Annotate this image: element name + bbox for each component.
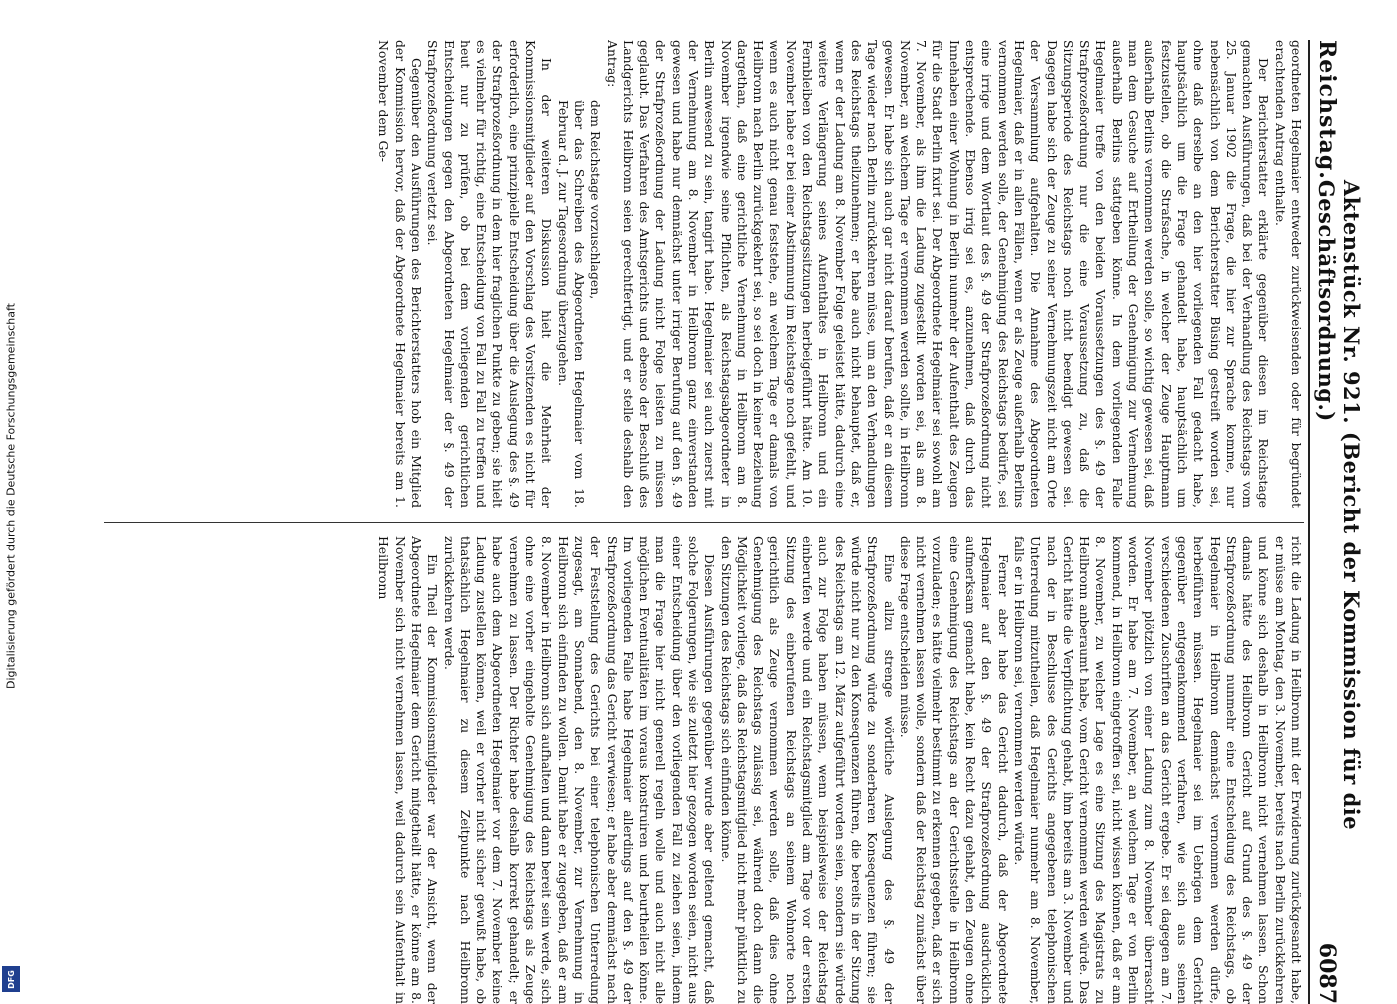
scanned-page	[92, 40, 1364, 1004]
motion-text: dem Reichstage vorzuschlagen,	[588, 100, 604, 300]
dfg-logo	[2, 966, 20, 992]
digitization-credit	[0, 0, 22, 1000]
page-content	[92, 40, 1364, 1004]
header-title: Aktenstück Nr. 921. (Bericht der Kommission für die Geschäftsordnung.)	[1314, 179, 1364, 831]
paragraph: Ein Theil der Kommissionsmitglieder war der Ansicht, wenn der Abgeordnete Hegelmaier dem Gericht mitgetheilt hätte, er könne am 8. November sich nicht vernehmen lassen, weil dadurch sein Aufenthalt in Heilbronn	[376, 536, 441, 1004]
paragraph: Diesen Ausführungen gegenüber wurde aber geltend gemacht, daß solche Folgerungen, wie sie zuletzt hier gezogen worden seien, nicht aus einer Entscheidung über den vorliegenden Fall zu ziehen seien, indem man die Frage hier nicht generell regeln wolle und auch nicht alle möglichen Eventualitäten im voraus konstruiren und beurtheilen könne. Im vorliegenden Falle habe Hegelmaier allerdings auf den §. 49 der Strafprozeßordnung das Gericht verwiesen; er habe aber demnächst nach der Feststellung des Gerichts bei einer telephonischen Unterredung zugesagt, am Sonnabend, den 8. November, zur Vernehmung in Heilbronn sich einfinden zu wollen. Damit habe er zugegeben, daß er am 8. November in Heilbronn sich aufhalten und dann bereit sein werde, sich ohne eine vorher eingeholte Genehmigung des Reichstags als Zeuge vernehmen zu lassen. Der Richter habe deshalb korrekt gehandelt; er habe auch dem Abgeordneten Hegelmaier vor dem 7. November keine Ladung zustellen können, weil er vorher nicht sicher gewußt habe, ob thatsächlich Hegelmaier zu diesem Zeitpunkte nach Heilbronn zurückkehren werde.	[441, 536, 718, 1004]
paragraph: richt die Ladung in Heilbronn mit der Erwiderung zurückgesandt habe, er müsse am Montag, den 3. November, bereits nach Berlin zurückkehren und könne sich deshalb in Heilbronn nicht vernehmen lassen. Schon damals hätte des Heilbronn Gericht auf Grund des §. 49 der Strafprozeßordnung nunmehr eine Entscheidung des Reichstags, ob Hegelmaier in Heilbronn demnächst vernommen werden dürfe, herbeiführen müssen. Hegelmaier sei im Uebrigen dem Gericht gegenüber entgegenkommend verfahren, wie sich aus seinen verschiedenen Zuschriften an das Gericht ergebe. Er sei dagegen am 7. November plötzlich von einer Ladung zum 8. November überrascht worden. Er habe am 7. November, an welchem Tage er von Berlin kommend, in Heilbronn eingetroffen sei, nicht wissen können, daß er am 8. November, zu welcher Lage es eine Sitzung des Magistrats zu Heilbronn anberaumt habe, vom Gericht vernommen werden würde. Das Gericht hätte die Verpflichtung gehabt, ihm bereits am 3. November und nach der in Beschlusse des Gerichts angegebenen telephonischen Unterredung mitzutheilen, daß Hegelmaier nunmehr am 8. November, falls er in Heilbronn sei, vernommen werden würde.	[1011, 536, 1304, 1004]
paragraph: geordneten Hegelmaier entweder zurückweisenden oder für begründet erachtenden Antrag enthalte.	[1272, 40, 1304, 508]
paragraph: In der weiteren Diskussion hielt die Mehrheit der Kommissionsmitglieder auf den Vorschlag des Vorsitzenden es nicht für erforderlich, eine prinzipielle Entscheidung über die Auslegung des §. 49 der Strafprozeßordnung in dem hier fraglichen Punkte zu geben; sie hielt es vielmehr für richtig, eine Entscheidung von Fall zu Fall zu treffen und heut nur zu prüfen, ob bei dem vorliegenden gerichtlichen Entscheidungen gegen den Abgeordneten Hegelmaier der §. 49 der Strafprozeßordnung verletzt sei.	[425, 40, 555, 508]
page-number: 6087	[1314, 942, 1340, 1004]
column-divider	[104, 522, 1304, 523]
paragraph: Eine allzu strenge wörtliche Auslegung des §. 49 der Strafprozeßordnung würde zu sonderbaren Konsequenzen führen; sie würde nicht nur zu den Konsequenzen führen, die bereits in der Sitzung des Reichstags am 12. März aufgeführt worden seien, sondern sie würde auch zur Folge haben müssen, wenn beispielsweise der Reichstag einberufen werde und ein Reichstagsmitglied am Tage vor der ersten Sitzung des einberufenen Reichstags an seinem Wohnorte noch gerichtlich als Zeuge vernommen werden solle, daß dies ohne Genehmigung des Reichstags zulässig sei, während doch dann die Möglichkeit vorliege, daß das Reichstagsmitglied nicht mehr pünktlich zu den Sitzungen des Reichstags sich einfinden könne.	[718, 536, 897, 1004]
motion-text: über das Schreiben des Abgeordneten Hegelmaier vom 18. Februar d. J. zur Tagesordnung überzugehen.	[555, 100, 587, 508]
running-head	[1308, 40, 1364, 1004]
right-column	[104, 536, 1304, 1004]
header-reichstag: Reichstag.	[1314, 40, 1340, 180]
text-columns	[104, 40, 1304, 1004]
dfg-logo-text: DFG	[6, 969, 16, 989]
paragraph: Ferner aber habe das Gericht dadurch, daß der Abgeordnete Hegelmaier auf den §. 49 der Strafprozeßordnung ausdrücklich aufmerksam gemacht habe, kein Recht dazu gehabt, den Zeugen ohne eine Genehmigung des Reichstags an der Gerichtsstelle in Heilbronn vorzuladen; es hätte vielmehr bestimmt zu erkennen gegeben, daß er sich nicht vernehmen lassen wolle, sondern daß der Reichstag zunächst über diese Frage entscheiden müsse.	[897, 536, 1011, 1004]
paragraph: Der Berichterstatter erklärte gegenüber diesen im Reichstage gemachten Ausführungen, daß bei der Verhandlung des Reichstags vom 25. Januar 1902 die Frage, die hier zur Sprache komme, nur nebensächlich von dem Berichterstatter Büsing gestreift worden sei, ohne daß derselbe an den hier vorliegenden Fall gedacht habe, hauptsächlich um die Frage gehandelt habe, hauptsächlich um festzustellen, ob die Strafsache, in welcher der Zeuge Hauptmann außerhalb Berlins vernommen werden solle, so wichtig gewesen sei, daß man dem Gesuche auf Ertheilung der Genehmigung zur Vernehmung außerhalb Berlins stattgeben könne. In dem vorliegenden Falle Hegelmaier treffe von den beiden Voraussetzungen des §. 49 der Strafprozeßordnung nur die eine Voraussetzung zu, daß die Sitzungsperiode des Reichstags noch nicht beendigt gewesen sei. Dagegen habe sich der Zeuge zu seiner Vernehmungszeit nicht am Orte der Versammlung aufgehalten. Die Annahme des Abgeordneten Hegelmaier, daß er in allen Fällen, wenn er als Zeuge außerhalb Berlins vernommen werden solle, der Genehmigung des Reichstags bedürfe, sei eine irrige und dem Wortlaut des §. 49 der Strafprozeßordnung nicht entsprechende. Ebenso irrig sei es, anzunehmen, daß durch das Innehaben einer Wohnung in Berlin nunmehr der Aufenthalt des Zeugen für die Stadt Berlin fixirt sei. Der Abgeordnete Hegelmaier sei sowohl am 7. November, als ihm die Ladung zugestellt worden sei, als am 8. November, an welchem Tage er vernommen werden sollte, in Heilbronn gewesen. Er habe sich auch gar nicht darauf berufen, daß er an diesem Tage wieder nach Berlin zurückkehren müsse, um an den Verhandlungen des Reichstags theilzunehmen; er habe auch nicht behauptet, daß er, wenn er der Ladung am 8. November Folge geleistet hätte, dadurch eine weitere Verlängerung seines Aufenthaltes in Heilbronn und ein Fernbleiben von den Reichstagssitzungen herbeigeführt hätte. Am 10. November habe er bei einer Abstimmung im Reichstage noch gefehlt, und wenn es auch nicht genau feststehe, an welchem Tage er damals von Heilbronn nach Berlin zurückgekehrt sei, so sei doch in keiner Beziehung dargethan, daß eine gerichtliche Vernehmung in Heilbronn am 8. November irgendwie seine Pflichten, als Reichstagsabgeordneter in Berlin anwesend zu sein, tangirt habe. Hegelmaier sei auch zuerst mit der Vernehmung am 8. November in Heilbronn ganz einverstanden gewesen und habe nur demnächst unter irriger Berufung auf den §. 49 der Strafprozeßordnung der Ladung nicht Folge leisten zu müssen geglaubt. Das Verfahren des Amtsgerichts und ebenso der Beschluß des Landgerichts Heilbronn seien gerechtfertigt, und er stelle deshalb den Antrag:	[604, 40, 1272, 508]
left-column	[104, 40, 1304, 508]
credit-text: Digitalisierung gefördert durch die Deutsche Forschungsgemeinschaft	[4, 303, 18, 689]
paragraph: Gegenüber den Ausführungen des Berichterstatters hob ein Mitglied der Kommission hervor, daß der Abgeordnete Hegelmaier bereits am 1. November dem Ge-	[376, 40, 424, 508]
